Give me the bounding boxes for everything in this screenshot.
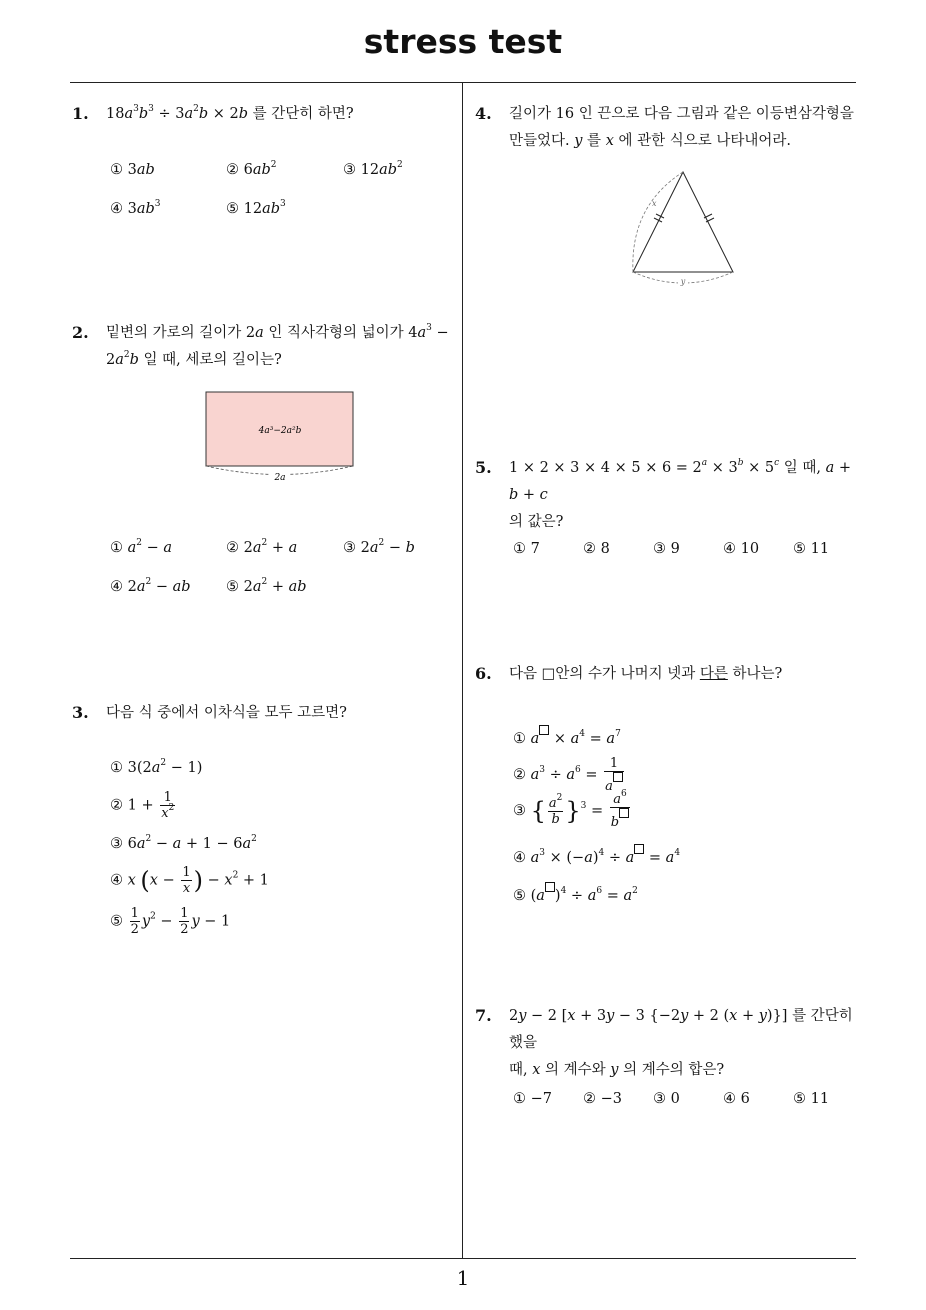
stem-pre: 다음 □안의 수가 나머지 넷과	[509, 666, 696, 682]
rectangle-figure	[200, 388, 360, 488]
option-4[interactable]: ④ 6	[723, 1091, 750, 1107]
option-4[interactable]: ④ $2a^2$ − ab	[110, 577, 191, 595]
stem-math: $18a^3b^3 \div 3a^2b \times 2b$	[106, 104, 249, 122]
question-stem: 밑변의 가로의 길이가 2a 인 직사각형의 넓이가 $4a^3$ − $2a^2b$ 일 때, 세로의 길이는?	[106, 323, 449, 368]
question-stem: $1 \times 2 \times 3 \times 4 \times 5 \times 6 = 2^a \times 3^b \times 5^c$ 일 때, a + b + c 의 값은?	[509, 458, 852, 530]
page-title: stress test	[363, 22, 563, 61]
option-3[interactable]: ③ $2a^2 - b$	[343, 538, 415, 556]
stem-underlined: 다른	[699, 666, 728, 682]
option-4[interactable]: ④ $a^3 \times (-a)^4 \div a = a^4$	[513, 844, 680, 866]
question-number: 2.	[72, 323, 89, 342]
option-2[interactable]: ② −3	[583, 1091, 622, 1107]
option-1[interactable]: ① $a^2 - a$	[110, 538, 173, 556]
option-2[interactable]: ② $a^3 \div a^6$ = $\frac{1}{a}$	[513, 756, 626, 794]
question-number: 3.	[72, 703, 89, 722]
question-stem: $18a^3b^3 \div 3a^2b \times 2b$ 를 간단히 하면?	[106, 104, 354, 122]
question-stem: 2y − 2 [x + 3y − 3 {−2y + 2 (x + y)}] 를 간단히 했을 때, x 의 계수와 y 의 계수의 합은?	[509, 1008, 853, 1078]
option-1[interactable]: ① $a \times a^4 = a^7$	[513, 725, 621, 747]
isosceles-triangle	[633, 172, 733, 272]
option-2[interactable]: ② $2a^2 + a$	[226, 538, 298, 556]
page-number: 1	[456, 1266, 470, 1290]
option-1[interactable]: ① 7	[513, 541, 540, 557]
option-3[interactable]: ③ $12ab^2$	[343, 160, 403, 178]
option-2[interactable]: ② 1 + $\frac{1}{x^2}$	[110, 790, 175, 821]
option-3[interactable]: ③ $6a^2 - a + 1 - 6a^2$	[110, 834, 257, 852]
option-3[interactable]: ③ 9	[653, 541, 680, 557]
option-5[interactable]: ⑤ $\frac{1}{2}$ $y^2$ − $\frac{1}{2}$ y − 1	[110, 906, 231, 937]
column-divider	[462, 83, 463, 1259]
header-divider	[70, 82, 856, 83]
base-label: 2a	[274, 473, 286, 483]
question-stem	[509, 661, 782, 688]
option-4[interactable]: ④ $3ab^3$	[110, 199, 161, 217]
option-1[interactable]: ① 3ab	[110, 162, 155, 178]
option-5[interactable]: ⑤ 11	[793, 541, 830, 557]
option-1[interactable]: ① $3(2a^2 - 1)$	[110, 758, 203, 776]
option-2[interactable]: ② $6ab^2$	[226, 160, 277, 178]
question-number: 5.	[475, 458, 492, 477]
option-5[interactable]: ⑤ $2a^2$ + ab	[226, 577, 307, 595]
option-3[interactable]: ③ { $\frac{a^2}{b}$ }$^3$ = $\frac{a^6}{b}$	[513, 792, 632, 830]
footer-divider	[70, 1258, 856, 1259]
option-5[interactable]: ⑤ (a )$^4 \div a^6 = a^2$	[513, 882, 638, 904]
question-number: 1.	[72, 104, 89, 123]
option-1[interactable]: ① −7	[513, 1091, 552, 1107]
triangle-figure	[622, 166, 746, 290]
question-number: 7.	[475, 1006, 492, 1025]
option-2[interactable]: ② 8	[583, 541, 610, 557]
question-number: 4.	[475, 104, 492, 123]
question-stem: 길이가 16 인 끈으로 다음 그림과 같은 이등변삼각형을 만들었다. y 를 x 에 관한 식으로 나타내어라.	[509, 106, 854, 149]
side-label: x	[652, 199, 657, 208]
option-5[interactable]: ⑤ $12ab^3$	[226, 199, 286, 217]
area-label: 4a³−2a²b	[258, 426, 302, 436]
option-3[interactable]: ③ 0	[653, 1091, 680, 1107]
option-5[interactable]: ⑤ 11	[793, 1091, 830, 1107]
option-4[interactable]: ④ x (x − $\frac{1}{x}$ ) − $x^2 + 1$	[110, 865, 269, 896]
stem-post: 하나는?	[732, 666, 783, 682]
option-4[interactable]: ④ 10	[723, 541, 760, 557]
question-number: 6.	[475, 664, 492, 683]
question-stem: 다음 식 중에서 이차식을 모두 고르면?	[106, 705, 347, 721]
base-label: y	[680, 277, 686, 286]
